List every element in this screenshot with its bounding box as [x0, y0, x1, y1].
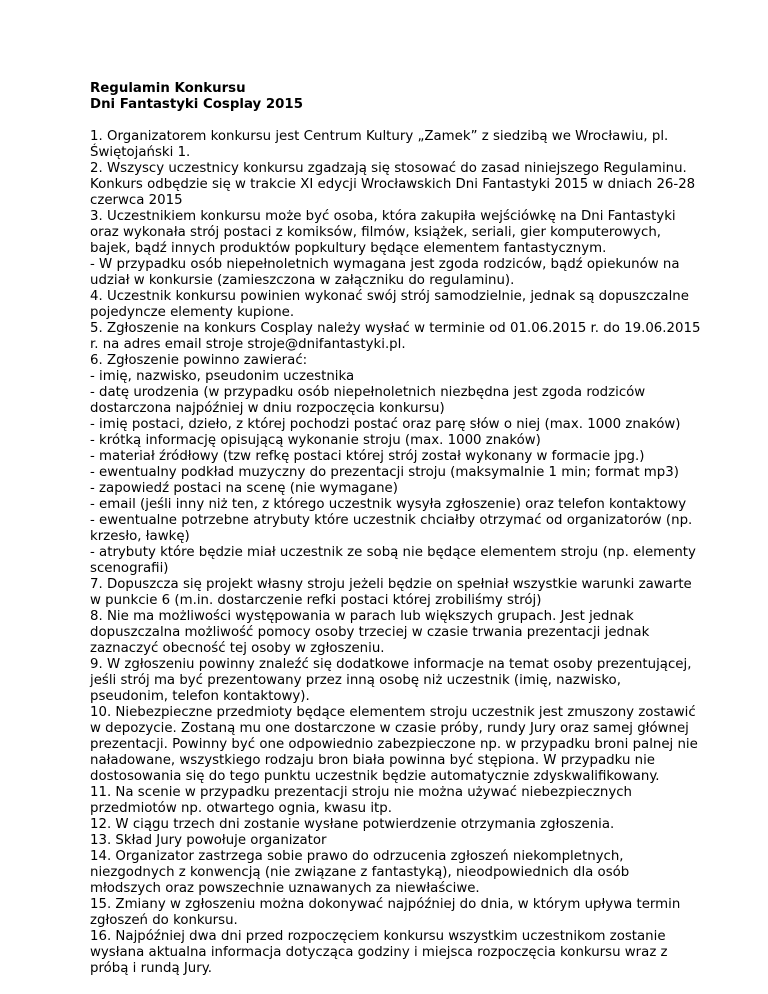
regulation-paragraph: 16. Najpóźniej dwa dni przed rozpoczęciem konkursu wszystkim uczestnikom zostanie wysłana aktualna informacja dotycząca godziny i miejsca rozpoczęcia konkursu wraz z próbą i rundą Jury. — [90, 929, 668, 976]
regulation-paragraph: - atrybuty które będzie miał uczestnik ze sobą nie będące elementem stroju (np. elementy scenografii) — [90, 545, 696, 576]
regulation-paragraph: - imię, nazwisko, pseudonim uczestnika — [90, 369, 355, 384]
regulation-paragraph: 2. Wszyscy uczestnicy konkursu zgadzają się stosować do zasad niniejszego Regulaminu. Konkurs odbędzie się w trakcie XI edycji Wrocławskich Dni Fantastyki 2015 w dniach 26-28 czerwca 2015 — [90, 161, 696, 208]
regulation-paragraph: - krótką informację opisującą wykonanie stroju (max. 1000 znaków) — [90, 433, 541, 448]
regulation-paragraph: - imię postaci, dzieło, z której pochodzi postać oraz parę słów o niej (max. 1000 znaków) — [90, 417, 681, 432]
document-page — [90, 81, 702, 977]
title-spacer — [90, 113, 702, 129]
regulation-paragraph: - ewentualne potrzebne atrybuty które uczestnik chciałby otrzymać od organizatorów (np. krzesło, ławkę) — [90, 513, 693, 544]
regulation-paragraph: 7. Dopuszcza się projekt własny stroju jeżeli będzie on spełniał wszystkie warunki zawarte w punkcie 6 (m.in. dostarczenie refki postaci której zrobiliśmy strój) — [90, 577, 692, 608]
regulation-paragraph: 4. Uczestnik konkursu powinien wykonać swój strój samodzielnie, jednak są dopuszczalne pojedyncze elementy kupione. — [90, 289, 689, 320]
regulation-paragraph: 12. W ciągu trzech dni zostanie wysłane potwierdzenie otrzymania zgłoszenia. — [90, 817, 615, 832]
regulation-paragraph: 13. Skład Jury powołuje organizator — [90, 833, 327, 848]
regulation-paragraph: 9. W zgłoszeniu powinny znaleźć się dodatkowe informacje na temat osoby prezentującej, jeśli strój ma być prezentowany przez inną osobę niż uczestnik (imię, nazwisko, pseudonim, telefon kontaktowy). — [90, 657, 692, 704]
regulation-paragraph: - zapowiedź postaci na scenę (nie wymagane) — [90, 481, 398, 496]
regulation-paragraph: - datę urodzenia (w przypadku osób niepełnoletnich niezbędna jest zgoda rodziców dostarczona najpóźniej w dniu rozpoczęcia konkursu) — [90, 385, 646, 416]
document-body — [90, 129, 702, 977]
regulation-paragraph: 1. Organizatorem konkursu jest Centrum Kultury „Zamek” z siedzibą we Wrocławiu, pl. Świętojański 1. — [90, 129, 669, 160]
document-title-line-2: Dni Fantastyki Cosplay 2015 — [90, 97, 303, 112]
regulation-paragraph: 8. Nie ma możliwości występowania w parach lub większych grupach. Jest jednak dopuszczalna możliwość pomocy osoby trzeciej w czasie trwania prezentacji jednak zaznaczyć obecność tej osoby w zgłoszeniu. — [90, 609, 650, 656]
regulation-paragraph: 10. Niebezpieczne przedmioty będące elementem stroju uczestnik jest zmuszony zostawić w depozycie. Zostaną mu one dostarczone w czasie próby, rundy Jury oraz samej głównej prezentacji. Powinny być one odpowiednio zabezpieczone np. w przypadku broni palnej nie naładowane, wszystkiego rodzaju bron biała powinna być stępiona. W przypadku nie dostosowania się do tego punktu uczestnik będzie automatycznie zdyskwalifikowany. — [90, 705, 698, 784]
regulation-paragraph: 5. Zgłoszenie na konkurs Cosplay należy wysłać w terminie od 01.06.2015 r. do 19.06.2015 r. na adres email stroje stroje@dnifantastyki.pl. — [90, 321, 701, 352]
regulation-paragraph: 14. Organizator zastrzega sobie prawo do odrzucenia zgłoszeń niekompletnych, niezgodnych z konwencją (nie związane z fantastyką), nieodpowiednich dla osób młodszych oraz powszechnie uznawanych za niewłaściwe. — [90, 849, 630, 896]
regulation-paragraph: 3. Uczestnikiem konkursu może być osoba, która zakupiła wejściówkę na Dni Fantastyki oraz wykonała strój postaci z komiksów, filmów, książek, seriali, gier komputerowych, bajek, bądź innych produktów popkultury będące elementem fantastycznym. — [90, 209, 676, 256]
regulation-paragraph: 6. Zgłoszenie powinno zawierać: — [90, 353, 308, 368]
regulation-paragraph: - email (jeśli inny niż ten, z którego uczestnik wysyła zgłoszenie) oraz telefon kontaktowy — [90, 497, 687, 512]
document-title-line-1: Regulamin Konkursu — [90, 81, 246, 96]
regulation-paragraph: - materiał źródłowy (tzw refkę postaci której strój został wykonany w formacie jpg.) — [90, 449, 645, 464]
regulation-paragraph: - W przypadku osób niepełnoletnich wymagana jest zgoda rodziców, bądź opiekunów na udział w konkursie (zamieszczona w załączniku do regulaminu). — [90, 257, 680, 288]
regulation-paragraph: 11. Na scenie w przypadku prezentacji stroju nie można używać niebezpiecznych przedmiotów np. otwartego ognia, kwasu itp. — [90, 785, 632, 816]
regulation-paragraph: 15. Zmiany w zgłoszeniu można dokonywać najpóźniej do dnia, w którym upływa termin zgłoszeń do konkursu. — [90, 897, 681, 928]
regulation-paragraph: - ewentualny podkład muzyczny do prezentacji stroju (maksymalnie 1 min; format mp3) — [90, 465, 679, 480]
